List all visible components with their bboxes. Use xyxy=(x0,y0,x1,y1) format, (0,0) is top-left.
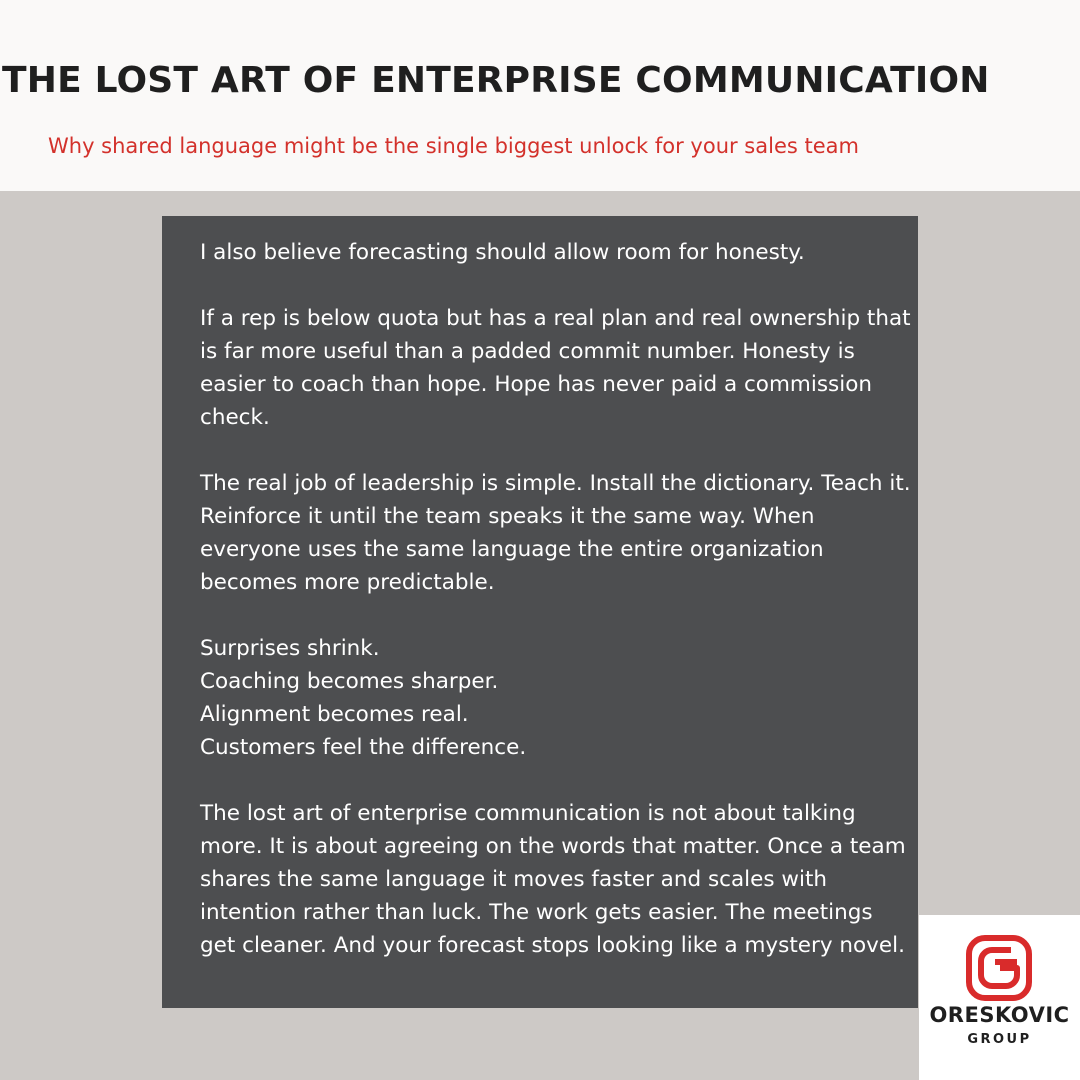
header-band xyxy=(0,0,1080,191)
paragraph-honesty: If a rep is below quota but has a real plan and real ownership that is far more useful than a padded commit number. Honesty is easier to coach than hope. Hope has never paid a commission check. xyxy=(200,306,911,430)
outcomes-list xyxy=(200,632,912,764)
logo-wordmark: ORESKOVIC xyxy=(929,1003,1070,1027)
paragraph-leadership: The real job of leadership is simple. Install the dictionary. Teach it. Reinforce it until the team speaks it the same way. When everyone uses the same language the entire organization becomes more predictable. xyxy=(200,471,911,595)
article-body xyxy=(200,236,912,962)
list-item: Alignment becomes real. xyxy=(200,702,469,727)
page-title: THE LOST ART OF ENTERPRISE COMMUNICATION xyxy=(2,60,990,101)
paragraph-forecasting: I also believe forecasting should allow room for honesty. xyxy=(200,240,805,265)
company-logo xyxy=(919,915,1080,1080)
paragraph-conclusion: The lost art of enterprise communication is not about talking more. It is about agreeing on the words that matter. Once a team shares the same language it moves faster and scales with intention rather than luck. The work gets easier. The meetings get cleaner. And your forecast stops looking like a mystery novel. xyxy=(200,801,906,958)
list-item: Customers feel the difference. xyxy=(200,735,527,760)
oreskovic-logo-icon xyxy=(966,935,1032,1001)
page-subtitle: Why shared language might be the single biggest unlock for your sales team xyxy=(48,134,859,158)
logo-subtext: GROUP xyxy=(967,1032,1032,1047)
list-item: Coaching becomes sharper. xyxy=(200,669,499,694)
list-item: Surprises shrink. xyxy=(200,636,380,661)
